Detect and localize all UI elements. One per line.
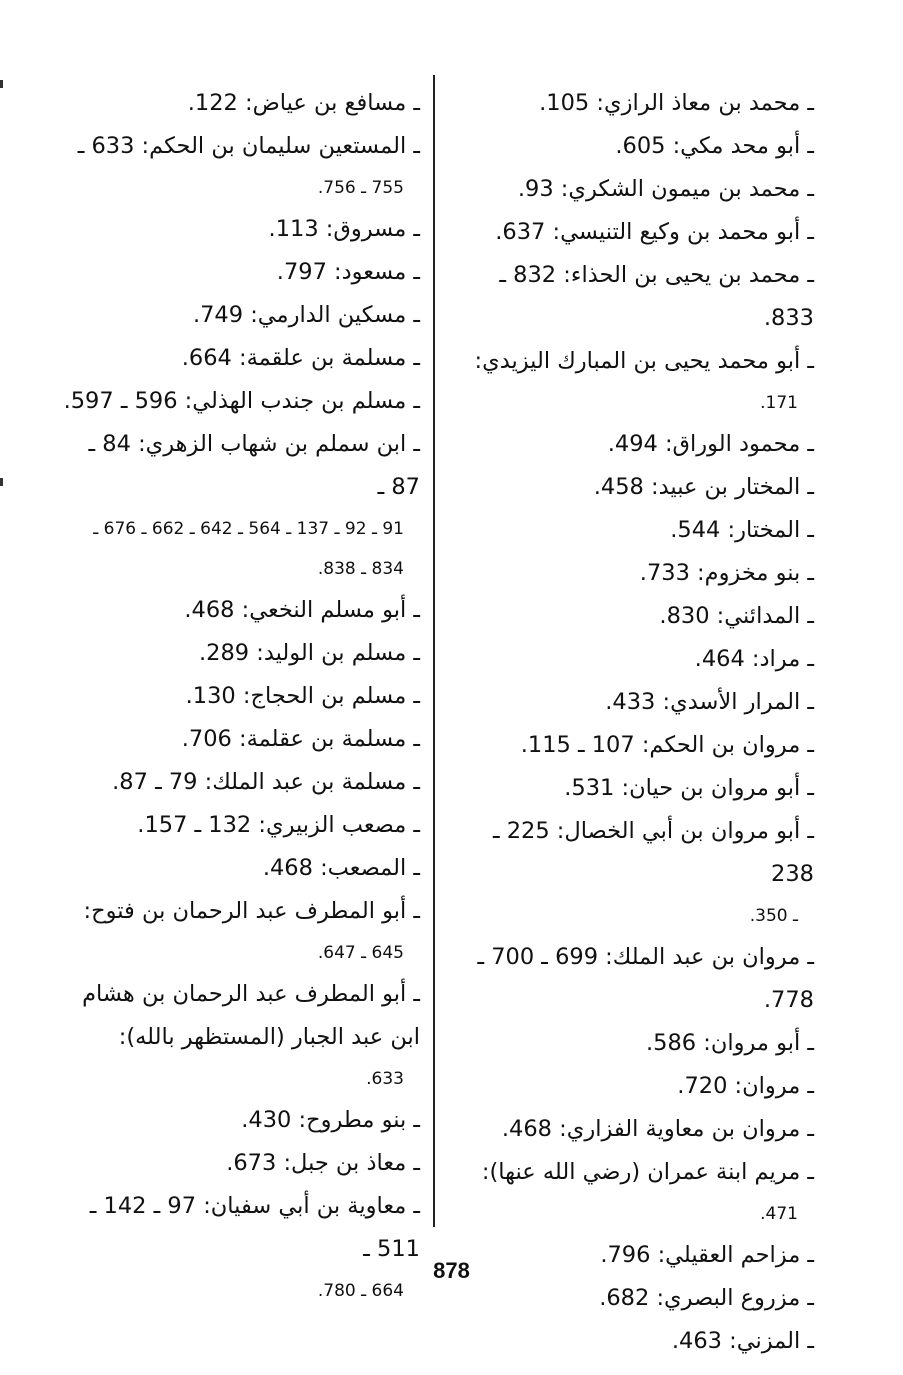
index-entry: ـ مراد: 464.: [694, 646, 814, 672]
page-number: 878: [433, 1258, 470, 1283]
index-entry: ـ مروان: 720.: [677, 1073, 814, 1099]
scan-edge-mark: [0, 80, 3, 88]
index-entry: ـ مروان بن الحكم: 107 ـ 115.: [520, 732, 814, 758]
entry-continuation: 171.: [760, 393, 798, 413]
entry-continuation: 755 ـ 756.: [317, 178, 404, 198]
index-entry: ـ مسافع بن عياض: 122.: [187, 90, 420, 116]
index-entry: ـ المزني: 463.: [671, 1328, 814, 1354]
index-entry: ـ أبو مروان: 586.: [646, 1030, 814, 1056]
entry-continuation: 664 ـ 780.: [317, 1281, 404, 1301]
index-entry: ـ المستعين سليمان بن الحكم: 633 ـ 755 ـ 756.: [60, 125, 420, 208]
index-entry: ـ أبو مروان بن حيان: 531.: [564, 775, 814, 801]
index-entry: ـ المدائني: 830.: [659, 603, 814, 629]
column-divider: [433, 75, 435, 1227]
entry-continuation: ـ 350.: [749, 906, 798, 926]
index-entry: ـ مسعود: 797.: [276, 259, 420, 285]
index-entry: ـ مسلم بن الوليد: 289.: [198, 640, 420, 666]
index-entry: ـ محمد بن معاذ الرازي: 105.: [539, 90, 814, 116]
entry-continuation: 633.: [366, 1069, 404, 1089]
index-entry: ـ مسلمة بن عبد الملك: 79 ـ 87.: [112, 769, 420, 795]
index-entry: ـ مزاحم العقيلي: 796.: [600, 1242, 814, 1268]
index-entry: ـ مسروق: 113.: [268, 216, 420, 242]
entry-continuation: 834 ـ 838.: [317, 559, 404, 579]
index-entry: ـ معاذ بن جبل: 673.: [226, 1150, 420, 1176]
entry-wrapped-line: ابن عبد الجبار (المستظهر بالله):: [118, 1024, 420, 1050]
index-entry: ـ مزروع البصري: 682.: [599, 1285, 814, 1311]
index-entry: ـ مسلم بن الحجاج: 130.: [185, 683, 420, 709]
index-entry: ـ مريم ابنة عمران (رضي الله عنها): 471.: [452, 1151, 814, 1234]
index-entry: ـ أبو محد مكي: 605.: [615, 133, 814, 159]
index-column-right: [452, 82, 814, 1363]
index-entry: ـ مسلمة بن عقلمة: 706.: [181, 726, 420, 752]
entry-continuation: 91 ـ 92 ـ 137 ـ 564 ـ 642 ـ 662 ـ 676 ـ: [93, 519, 404, 539]
index-entry: ـ أبو المطرف عبد الرحمان بن هشام ابن عبد الجبار (المستظهر بالله): 633.: [60, 973, 420, 1099]
index-entry: ـ بنو مخزوم: 733.: [639, 560, 814, 586]
index-entry: ـ مسلم بن جندب الهذلي: 596 ـ 597.: [63, 388, 420, 414]
index-entry: ـ مروان بن معاوية الفزاري: 468.: [501, 1116, 814, 1142]
index-entry: ـ ابن سملم بن شهاب الزهري: 84 ـ 87 ـ 91 ـ 92 ـ 137 ـ 564 ـ 642 ـ 662 ـ 676 ـ 834 ـ 838.: [60, 423, 420, 589]
index-entry: ـ أبو المطرف عبد الرحمان بن فتوح: 645 ـ 647.: [60, 890, 420, 973]
index-entry: ـ مروان بن عبد الملك: 699 ـ 700 ـ 778.: [477, 944, 814, 1013]
index-entry: ـ مصعب الزبيري: 132 ـ 157.: [137, 812, 420, 838]
index-entry: ـ أبو مسلم النخعي: 468.: [184, 597, 420, 623]
index-entry: ـ محمد بن ميمون الشكري: 93.: [517, 176, 814, 202]
index-entry: ـ المرار الأسدي: 433.: [605, 689, 814, 715]
index-entry: ـ أبو محمد يحيى بن المبارك اليزيدي: 171.: [452, 340, 814, 423]
index-entry: ـ أبو محمد بن وكيع التنيسي: 637.: [495, 219, 814, 245]
entry-continuation: 645 ـ 647.: [317, 943, 404, 963]
index-column-left: [60, 82, 420, 1311]
index-entry: ـ محمود الوراق: 494.: [607, 431, 814, 457]
index-entry: ـ مسلمة بن علقمة: 664.: [181, 345, 420, 371]
scan-edge-mark: [0, 478, 3, 486]
index-entry: ـ بنو مطروح: 430.: [241, 1107, 420, 1133]
index-entry: ـ مسكين الدارمي: 749.: [192, 302, 420, 328]
index-entry: ـ المصعب: 468.: [262, 855, 420, 881]
index-entry: ـ معاوية بن أبي سفيان: 97 ـ 142 ـ 511 ـ 664 ـ 780.: [60, 1185, 420, 1311]
index-entry: ـ المختار بن عبيد: 458.: [593, 474, 814, 500]
index-entry: ـ أبو مروان بن أبي الخصال: 225 ـ 238 ـ 350.: [452, 810, 814, 936]
index-entry: ـ محمد بن يحيى بن الحذاء: 832 ـ 833.: [499, 262, 814, 331]
entry-continuation: 471.: [760, 1204, 798, 1224]
index-entry: ـ المختار: 544.: [670, 517, 814, 543]
